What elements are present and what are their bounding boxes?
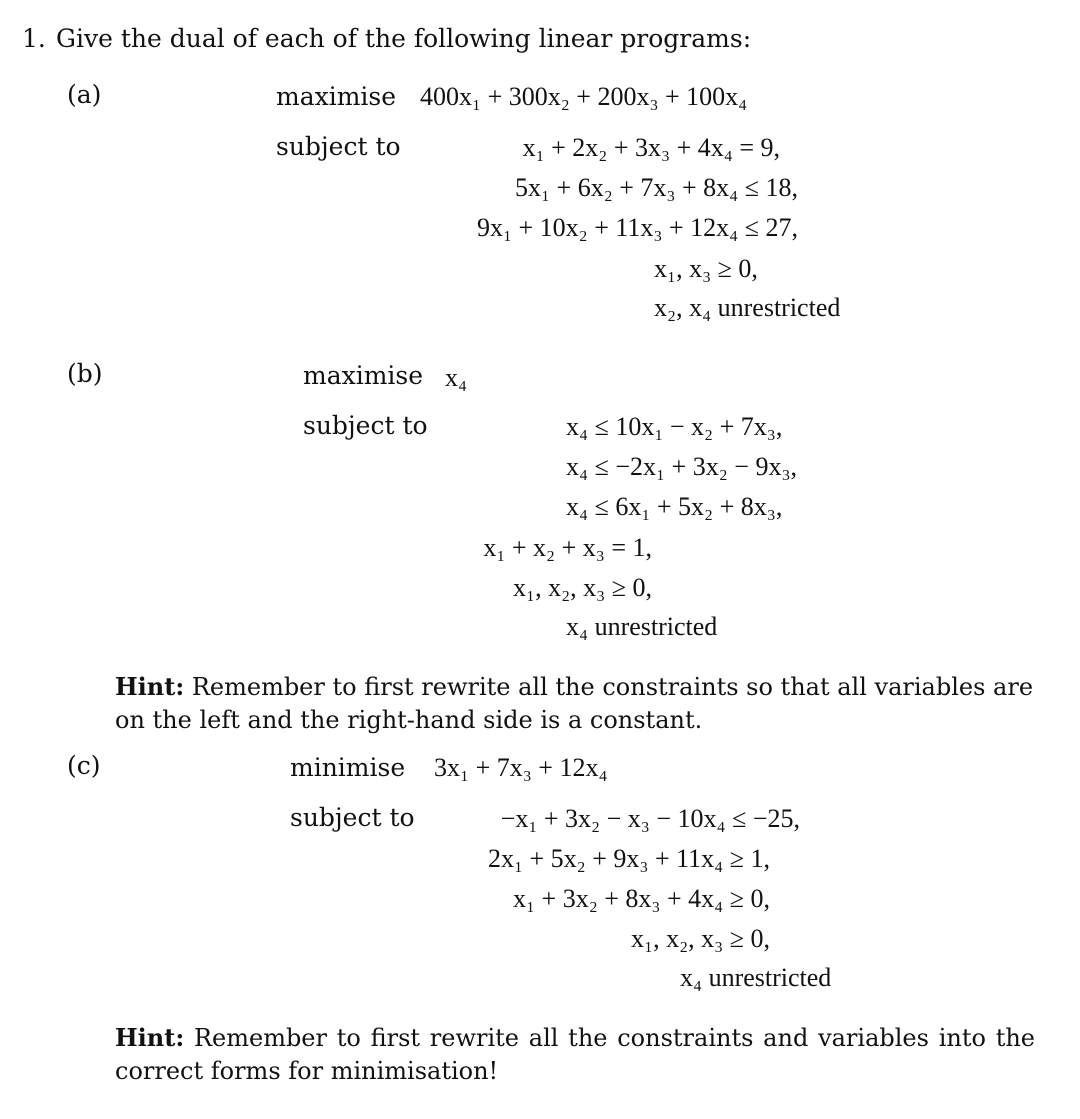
part-c-constraint-1: −x₁ + 3x₂ − x₃ − 10x₄ ≤ −25, (500, 804, 800, 833)
part-b-nonneg: x₁, x₂, x₃ ≥ 0, (513, 573, 652, 602)
part-a-constraint-2: 5x₁ + 6x₂ + 7x₃ + 8x₄ ≤ 18, (514, 173, 798, 202)
part-a-constraint-3: 9x₁ + 10x₂ + 11x₃ + 12x₄ ≤ 27, (476, 213, 798, 242)
part-a-objective-keyword: maximise (276, 82, 397, 111)
part-b-hint-text: Remember to first rewrite all the constraints so that all variables are on the left and the right-hand side is a constant. (115, 673, 1034, 734)
part-c-hint-text: Remember to first rewrite all the constraints and variables into the correct forms for minimisation! (115, 1024, 1035, 1085)
part-b-hint (115, 670, 1035, 737)
part-c-constraint-2: 2x₁ + 5x₂ + 9x₃ + 11x₄ ≥ 1, (487, 844, 770, 873)
part-a-objective: 400x₁ + 300x₂ + 200x₃ + 100x₄ (420, 82, 748, 111)
part-c-subject-to: subject to (290, 803, 415, 832)
part-b-constraint-3: x₄ ≤ 6x₁ + 5x₂ + 8x₃, (566, 492, 783, 521)
part-c-hint-label: Hint: (115, 1023, 185, 1052)
part-c-unrestricted: x₄ unrestricted (680, 963, 832, 992)
part-b-hint-label: Hint: (115, 672, 185, 701)
part-c-hint (115, 1021, 1035, 1088)
part-b-constraint-4: x₁ + x₂ + x₃ = 1, (483, 533, 652, 562)
part-c-nonneg: x₁, x₂, x₃ ≥ 0, (631, 924, 770, 953)
part-b-constraint-2: x₄ ≤ −2x₁ + 3x₂ − 9x₃, (566, 452, 798, 481)
question-number: 1. (22, 24, 46, 53)
part-c-constraint-3: x₁ + 3x₂ + 8x₃ + 4x₄ ≥ 0, (512, 884, 770, 913)
part-b-subject-to: subject to (303, 411, 428, 440)
part-a-unrestricted: x₂, x₄ unrestricted (654, 293, 841, 322)
question-text: Give the dual of each of the following linear programs: (56, 24, 752, 53)
part-b-objective-keyword: maximise (303, 361, 424, 390)
part-a-label: (a) (67, 80, 102, 109)
part-a-subject-to: subject to (276, 132, 401, 161)
part-c-objective: 3x₁ + 7x₃ + 12x₄ (434, 753, 608, 782)
part-b-constraint-1: x₄ ≤ 10x₁ − x₂ + 7x₃, (566, 412, 783, 441)
part-b-label: (b) (67, 359, 103, 388)
part-a-nonneg: x₁, x₃ ≥ 0, (654, 254, 758, 283)
part-c-objective-keyword: minimise (290, 753, 406, 782)
part-c-label: (c) (67, 751, 101, 780)
part-a-constraint-1: x₁ + 2x₂ + 3x₃ + 4x₄ = 9, (522, 133, 780, 162)
part-b-objective: x₄ (445, 363, 468, 392)
part-b-unrestricted: x₄ unrestricted (566, 612, 718, 641)
